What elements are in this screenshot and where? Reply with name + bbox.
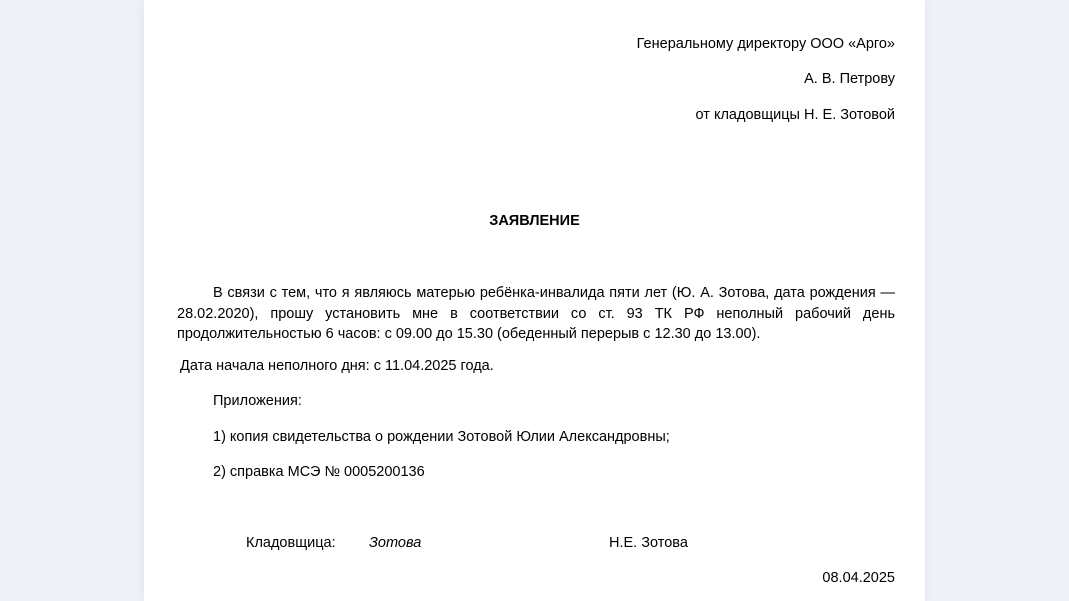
signature: Зотова xyxy=(369,535,422,551)
body-paragraph: В связи с тем, что я являюсь матерью ребёнка-инвалида пяти лет (Ю. А. Зотова, дата рождения — 28.02.2020), прошу установить мне в соответствии со ст. 93 ТК РФ неполный рабочий день продолжительностью 6 часов: с 09.00 до 15.30 (обеденный перерыв с 12.30 до 13.00). xyxy=(177,285,895,342)
attachments-title: Приложения: xyxy=(213,393,302,409)
document-title: ЗАЯВЛЕНИЕ xyxy=(489,213,580,229)
signer-name: Н.Е. Зотова xyxy=(609,535,688,551)
addressee-line: Генеральному директору ООО «Арго» xyxy=(636,36,895,52)
start-date-line: Дата начала неполного дня: с 11.04.2025 года. xyxy=(180,358,494,374)
document-page xyxy=(144,0,925,601)
addressee-name: А. В. Петрову xyxy=(804,71,895,87)
attachment-item: 1) копия свидетельства о рождении Зотовой Юлии Александровны; xyxy=(213,429,670,445)
document-date: 08.04.2025 xyxy=(822,570,895,586)
position-label: Кладовщица: xyxy=(246,535,336,551)
attachment-item: 2) справка МСЭ № 0005200136 xyxy=(213,464,425,480)
sender-line: от кладовщицы Н. Е. Зотовой xyxy=(695,107,895,123)
